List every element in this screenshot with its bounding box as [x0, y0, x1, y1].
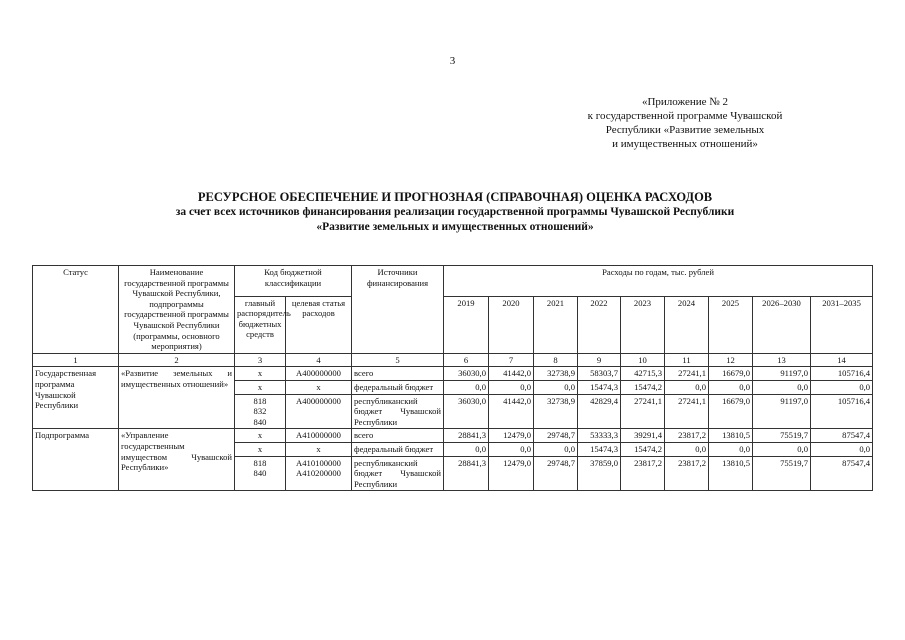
header-year: 2023 [621, 296, 665, 353]
col-number: 11 [665, 353, 709, 367]
row-grbs: x [235, 367, 286, 381]
row-target-article: A400000000 [286, 367, 352, 381]
row-source: всего [352, 429, 444, 443]
header-target: целевая статья расходов [286, 296, 352, 353]
row-value: 91197,0 [753, 367, 811, 381]
row-value: 0,0 [534, 380, 578, 394]
header-year: 2020 [489, 296, 534, 353]
row-value: 13810,5 [709, 429, 753, 443]
col-number: 12 [709, 353, 753, 367]
row-value: 87547,4 [811, 429, 873, 443]
row-value: 15474,3 [578, 442, 621, 456]
row-value: 29748,7 [534, 456, 578, 491]
appendix-line: Республики «Развитие земельных [605, 124, 765, 136]
header-year: 2025 [709, 296, 753, 353]
row-value: 105716,4 [811, 394, 873, 429]
header-name: Наименование государственной программы Чувашской Республики, подпрограммы государственной программы Чувашской Республики (программы, основного мероприятия) [119, 266, 235, 354]
col-number: 4 [286, 353, 352, 367]
row-value: 0,0 [489, 442, 534, 456]
row-value: 53333,3 [578, 429, 621, 443]
col-number: 8 [534, 353, 578, 367]
row-target-article: A410100000 A410200000 [286, 456, 352, 491]
row-value: 0,0 [811, 380, 873, 394]
header-year: 2022 [578, 296, 621, 353]
row-value: 13810,5 [709, 456, 753, 491]
row-program-name: «Развитие земельных и имущественных отношений» [119, 367, 235, 429]
row-value: 37859,0 [578, 456, 621, 491]
col-number: 13 [753, 353, 811, 367]
table-row [33, 429, 873, 443]
row-value: 0,0 [444, 442, 489, 456]
row-value: 75519,7 [753, 456, 811, 491]
row-value: 0,0 [444, 380, 489, 394]
header-status: Статус [33, 266, 119, 354]
row-value: 91197,0 [753, 394, 811, 429]
row-value: 28841,3 [444, 429, 489, 443]
row-status: Государственная программа Чувашской Республики [33, 367, 119, 429]
row-value: 0,0 [534, 442, 578, 456]
row-value: 15474,2 [621, 442, 665, 456]
header-sources: Источники финансирования [352, 266, 444, 354]
row-value: 39291,4 [621, 429, 665, 443]
header-year: 2021 [534, 296, 578, 353]
heading-line-3: «Развитие земельных и имущественных отношений» [316, 221, 594, 233]
header-year: 2024 [665, 296, 709, 353]
appendix-line: «Приложение № 2 [641, 96, 729, 108]
header-year: 2019 [444, 296, 489, 353]
row-target-article: A400000000 [286, 394, 352, 429]
header-grbs: главный распорядитель бюджетных средств [235, 296, 286, 353]
resource-table [32, 265, 873, 491]
row-value: 32738,9 [534, 367, 578, 381]
col-number: 2 [119, 353, 235, 367]
row-source: федеральный бюджет [352, 380, 444, 394]
col-number: 3 [235, 353, 286, 367]
col-number: 5 [352, 353, 444, 367]
row-value: 0,0 [753, 442, 811, 456]
row-value: 12479,0 [489, 429, 534, 443]
row-value: 42829,4 [578, 394, 621, 429]
header-expenses: Расходы по годам, тыс. рублей [444, 266, 873, 297]
row-value: 36030,0 [444, 367, 489, 381]
row-value: 27241,1 [621, 394, 665, 429]
row-value: 36030,0 [444, 394, 489, 429]
row-target-article: x [286, 442, 352, 456]
row-value: 41442,0 [489, 367, 534, 381]
row-grbs: x [235, 429, 286, 443]
column-numbers-row [33, 353, 873, 367]
page-number: 3 [449, 55, 456, 67]
row-status: Подпрограмма [33, 429, 119, 491]
col-number: 14 [811, 353, 873, 367]
col-number: 1 [33, 353, 119, 367]
row-value: 0,0 [811, 442, 873, 456]
row-value: 42715,3 [621, 367, 665, 381]
row-value: 12479,0 [489, 456, 534, 491]
appendix-line: к государственной программе Чувашской [587, 110, 783, 122]
header-year: 2031–2035 [811, 296, 873, 353]
row-value: 0,0 [753, 380, 811, 394]
row-value: 29748,7 [534, 429, 578, 443]
header-code: Код бюджетной классификации [235, 266, 352, 297]
row-value: 75519,7 [753, 429, 811, 443]
appendix-note [540, 95, 830, 151]
row-value: 28841,3 [444, 456, 489, 491]
document-heading [60, 190, 850, 235]
row-value: 87547,4 [811, 456, 873, 491]
row-value: 0,0 [489, 380, 534, 394]
row-grbs: x [235, 442, 286, 456]
table-row [33, 367, 873, 381]
row-value: 0,0 [709, 442, 753, 456]
row-value: 15474,2 [621, 380, 665, 394]
heading-line-2: за счет всех источников финансирования реализации государственной программы Чувашской Республики [175, 206, 735, 218]
row-value: 32738,9 [534, 394, 578, 429]
row-value: 41442,0 [489, 394, 534, 429]
row-value: 105716,4 [811, 367, 873, 381]
row-value: 27241,1 [665, 394, 709, 429]
row-value: 0,0 [709, 380, 753, 394]
row-value: 15474,3 [578, 380, 621, 394]
row-value: 23817,2 [665, 429, 709, 443]
row-value: 0,0 [665, 442, 709, 456]
col-number: 7 [489, 353, 534, 367]
table-body [33, 353, 873, 491]
row-program-name: «Управление государственным имуществом Чувашской Республики» [119, 429, 235, 491]
col-number: 6 [444, 353, 489, 367]
row-value: 27241,1 [665, 367, 709, 381]
row-value: 23817,2 [621, 456, 665, 491]
row-source: всего [352, 367, 444, 381]
col-number: 9 [578, 353, 621, 367]
col-number: 10 [621, 353, 665, 367]
appendix-line: и имущественных отношений» [612, 138, 758, 150]
row-target-article: A410000000 [286, 429, 352, 443]
row-source: республиканский бюджет Чувашской Республики [352, 394, 444, 429]
row-grbs: 818 832 840 [235, 394, 286, 429]
row-value: 16679,0 [709, 367, 753, 381]
row-value: 23817,2 [665, 456, 709, 491]
row-value: 16679,0 [709, 394, 753, 429]
row-value: 0,0 [665, 380, 709, 394]
row-source: республиканский бюджет Чувашской Республики [352, 456, 444, 491]
row-value: 58303,7 [578, 367, 621, 381]
heading-line-1: РЕСУРСНОЕ ОБЕСПЕЧЕНИЕ И ПРОГНОЗНАЯ (СПРАВОЧНАЯ) ОЦЕНКА РАСХОДОВ [197, 190, 713, 204]
row-grbs: 818 840 [235, 456, 286, 491]
row-source: федеральный бюджет [352, 442, 444, 456]
row-grbs: x [235, 380, 286, 394]
header-year: 2026–2030 [753, 296, 811, 353]
row-target-article: x [286, 380, 352, 394]
